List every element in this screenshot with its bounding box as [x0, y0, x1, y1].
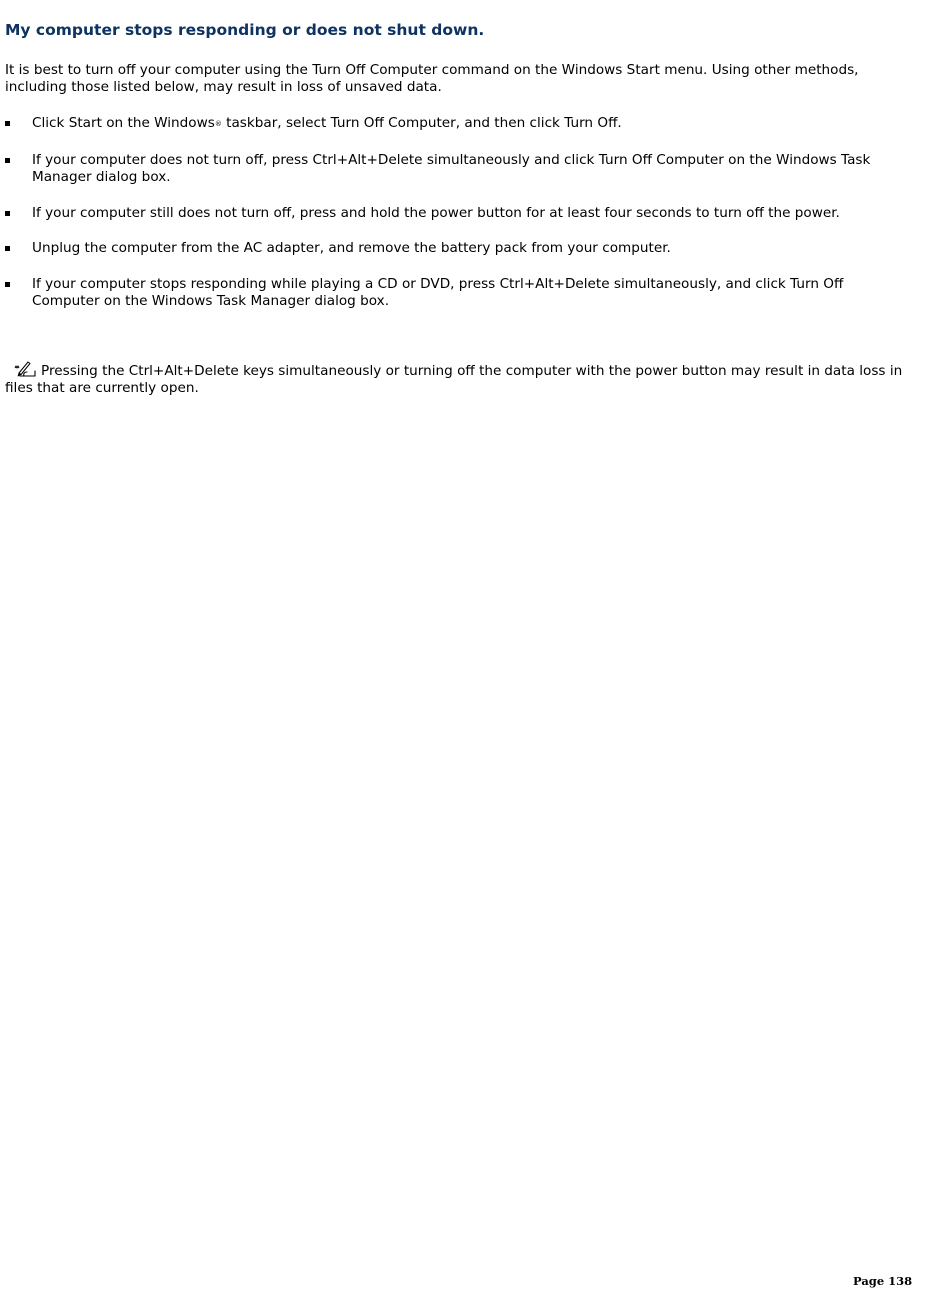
- step-text: If your computer does not turn off, press Ctrl+Alt+Delete simultaneously and click Turn Off Computer on the Windows Task Manager dialog box.: [32, 151, 871, 185]
- note-paragraph: [5, 360, 920, 397]
- intro-paragraph: It is best to turn off your computer using the Turn Off Computer command on the Windows Start menu. Using other methods, including those listed below, may result in loss of unsaved data.: [5, 62, 859, 95]
- step-text: If your computer still does not turn off, press and hold the power button for at least four seconds to turn off the power.: [32, 204, 840, 221]
- registered-mark: ®: [214, 120, 222, 128]
- step-text-end: taskbar, select Turn Off Computer, and then click Turn Off.: [221, 115, 622, 131]
- shutdown-steps-list: [5, 115, 905, 329]
- bullet-icon: [5, 121, 10, 126]
- list-item: [5, 115, 905, 134]
- bullet-icon: [5, 246, 10, 251]
- bullet-icon: [5, 211, 10, 216]
- step-text: [32, 115, 622, 131]
- bullet-icon: [5, 158, 10, 163]
- step-text: If your computer stops responding while playing a CD or DVD, press Ctrl+Alt+Delete simultaneously, and click Turn Off Computer on the Windows Task Manager dialog box.: [32, 275, 844, 309]
- list-item: [5, 276, 905, 311]
- list-item: [5, 240, 905, 258]
- bullet-icon: [5, 282, 10, 287]
- page-title: My computer stops responding or does not shut down.: [5, 21, 485, 39]
- note-text: Pressing the Ctrl+Alt+Delete keys simultaneously or turning off the computer with the power button may result in data loss in files that are currently open.: [5, 363, 903, 396]
- page-number: Page 138: [853, 1274, 913, 1288]
- note-pen-icon: [13, 360, 37, 377]
- step-text: Unplug the computer from the AC adapter, and remove the battery pack from your computer.: [32, 240, 671, 256]
- step-text-start: Click Start on the Windows: [32, 115, 215, 131]
- list-item: [5, 152, 905, 187]
- list-item: [5, 205, 905, 223]
